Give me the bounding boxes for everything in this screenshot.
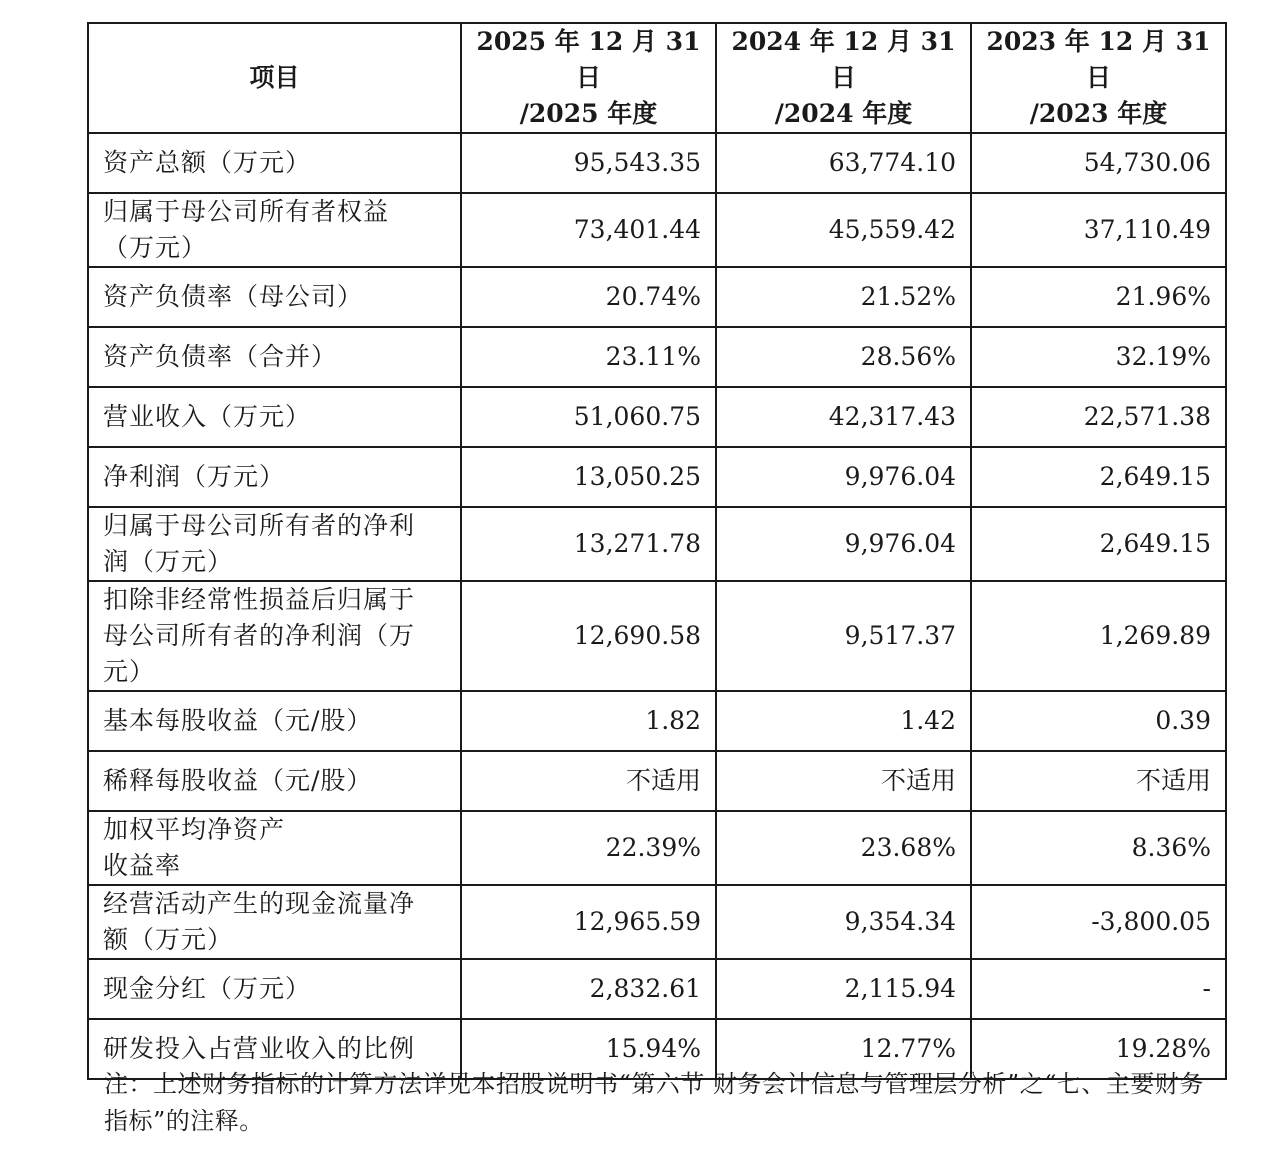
cell-2025: 1.82 <box>461 691 716 751</box>
row-label-line: 稀释每股收益（元/股） <box>103 766 373 795</box>
table-row <box>88 267 1226 327</box>
financial-indicators-table-wrap <box>87 22 1225 1080</box>
cell-2023: 2,649.15 <box>971 447 1226 507</box>
header-col-2023-line1: 2023 年 12 月 31 日 <box>986 27 1211 92</box>
header-col-2025-line1: 2025 年 12 月 31 日 <box>476 27 701 92</box>
cell-2025: 51,060.75 <box>461 387 716 447</box>
row-label <box>88 193 461 267</box>
table-row <box>88 691 1226 751</box>
financial-indicators-table <box>87 22 1227 1080</box>
cell-2023: 1,269.89 <box>971 581 1226 691</box>
row-label <box>88 133 461 193</box>
row-label-line: 净利润（万元） <box>103 462 286 491</box>
cell-2023: 22,571.38 <box>971 387 1226 447</box>
row-label <box>88 751 461 811</box>
cell-2023: 2,649.15 <box>971 507 1226 581</box>
row-label-line: 加权平均净资产 <box>103 815 286 844</box>
row-label <box>88 811 461 885</box>
header-col-2023 <box>971 23 1226 133</box>
cell-2025: 73,401.44 <box>461 193 716 267</box>
row-label-line: 润（万元） <box>103 547 234 576</box>
cell-2024: 2,115.94 <box>716 959 971 1019</box>
row-label-line: 基本每股收益（元/股） <box>103 706 373 735</box>
cell-2025: 12,690.58 <box>461 581 716 691</box>
cell-2024: 63,774.10 <box>716 133 971 193</box>
header-col-2024-line1: 2024 年 12 月 31 日 <box>731 27 956 92</box>
row-label <box>88 447 461 507</box>
row-label <box>88 267 461 327</box>
row-label-line: 资产负债率（合并） <box>103 342 338 371</box>
row-label-line: 经营活动产生的现金流量净 <box>103 889 416 918</box>
row-label-line: 现金分红（万元） <box>103 974 312 1003</box>
cell-2024: 21.52% <box>716 267 971 327</box>
table-row <box>88 581 1226 691</box>
header-col-2024-line2: /2024 年度 <box>774 99 913 128</box>
header-col-2025 <box>461 23 716 133</box>
cell-2024: 42,317.43 <box>716 387 971 447</box>
cell-2024: 9,976.04 <box>716 447 971 507</box>
row-label <box>88 327 461 387</box>
cell-2023: 8.36% <box>971 811 1226 885</box>
row-label-line: 扣除非经常性损益后归属于 <box>103 585 416 614</box>
row-label-line: 母公司所有者的净利润（万 <box>103 621 416 650</box>
row-label <box>88 387 461 447</box>
row-label <box>88 581 461 691</box>
header-col-2024 <box>716 23 971 133</box>
row-label-line: 研发投入占营业收入的比例 <box>103 1034 416 1063</box>
table-row <box>88 133 1226 193</box>
table-row <box>88 387 1226 447</box>
table-row <box>88 959 1226 1019</box>
row-label <box>88 507 461 581</box>
row-label <box>88 691 461 751</box>
cell-2023: 0.39 <box>971 691 1226 751</box>
cell-2025: 13,271.78 <box>461 507 716 581</box>
cell-2025: 12,965.59 <box>461 885 716 959</box>
row-label-line: （万元） <box>103 233 208 262</box>
table-row <box>88 811 1226 885</box>
cell-2024: 12.77% <box>716 1019 971 1079</box>
cell-2025: 2,832.61 <box>461 959 716 1019</box>
cell-2024: 28.56% <box>716 327 971 387</box>
cell-2025: 20.74% <box>461 267 716 327</box>
table-header-row <box>88 23 1226 133</box>
table-row <box>88 447 1226 507</box>
table-row <box>88 193 1226 267</box>
row-label <box>88 959 461 1019</box>
cell-2025: 23.11% <box>461 327 716 387</box>
row-label-line: 额（万元） <box>103 925 234 954</box>
cell-2025: 95,543.35 <box>461 133 716 193</box>
table-body <box>88 133 1226 1079</box>
cell-2024: 23.68% <box>716 811 971 885</box>
cell-2025: 22.39% <box>461 811 716 885</box>
row-label-line: 营业收入（万元） <box>103 402 312 431</box>
table-row <box>88 885 1226 959</box>
cell-2024: 1.42 <box>716 691 971 751</box>
row-label-line: 收益率 <box>103 851 182 880</box>
cell-2023: -3,800.05 <box>971 885 1226 959</box>
row-label-line: 元） <box>103 657 156 686</box>
cell-2025: 13,050.25 <box>461 447 716 507</box>
table-row <box>88 507 1226 581</box>
row-label-line: 资产负债率（母公司） <box>103 282 364 311</box>
cell-2024: 9,976.04 <box>716 507 971 581</box>
cell-2023: 32.19% <box>971 327 1226 387</box>
cell-2023: 21.96% <box>971 267 1226 327</box>
cell-2025: 15.94% <box>461 1019 716 1079</box>
header-col-2023-line2: /2023 年度 <box>1029 99 1168 128</box>
row-label-line: 资产总额（万元） <box>103 148 312 177</box>
cell-2023: - <box>971 959 1226 1019</box>
cell-2024: 不适用 <box>716 751 971 811</box>
row-label-line: 归属于母公司所有者权益 <box>103 197 390 226</box>
row-label-line: 归属于母公司所有者的净利 <box>103 511 416 540</box>
table-row <box>88 327 1226 387</box>
cell-2025: 不适用 <box>461 751 716 811</box>
table-footnote: 注：上述财务指标的计算方法详见本招股说明书“第六节 财务会计信息与管理层分析”之“七、主要财务指标”的注释。 <box>104 1070 1204 1135</box>
table-row <box>88 751 1226 811</box>
cell-2024: 9,354.34 <box>716 885 971 959</box>
cell-2023: 54,730.06 <box>971 133 1226 193</box>
header-item: 项目 <box>88 23 461 133</box>
row-label <box>88 885 461 959</box>
cell-2024: 9,517.37 <box>716 581 971 691</box>
cell-2023: 19.28% <box>971 1019 1226 1079</box>
cell-2023: 不适用 <box>971 751 1226 811</box>
cell-2024: 45,559.42 <box>716 193 971 267</box>
cell-2023: 37,110.49 <box>971 193 1226 267</box>
header-col-2025-line2: /2025 年度 <box>519 99 658 128</box>
